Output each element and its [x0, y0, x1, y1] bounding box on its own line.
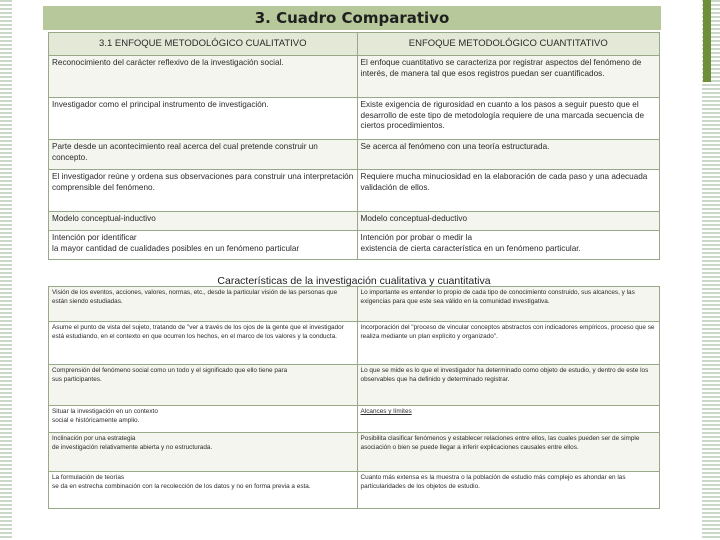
table-row — [49, 212, 660, 231]
cell-quantitative: Existe exigencia de rigurosidad en cuanto a los pasos a seguir puesto que el desarrollo de este tipo de metodología requiere de una marcada secuencia de ciertos procedimientos. — [357, 98, 659, 140]
cell-qualitative: Parte desde un acontecimiento real acerca del cual pretende construir un concepto. — [49, 140, 358, 170]
page-title: 3. Cuadro Comparativo — [43, 6, 661, 30]
cell-qualitative: Asume el punto de vista del sujeto, tratando de "ver a través de los ojos de la gente que el investigador está estudiando, en el contexto en que ocurren los hechos, en el marco de los valores y la conducta. — [49, 322, 358, 365]
cell-quantitative: Se acerca al fenómeno con una teoría estructurada. — [357, 140, 659, 170]
table-row — [49, 170, 660, 212]
left-decorative-stripes — [0, 0, 12, 540]
table-row — [49, 472, 660, 509]
cell-qualitative: Intención por identificar la mayor cantidad de cualidades posibles en un fenómeno particular — [49, 231, 358, 260]
cell-quantitative: Requiere mucha minuciosidad en la elaboración de cada paso y una adecuada validación de ellos. — [357, 170, 659, 212]
table-row — [49, 140, 660, 170]
cell-qualitative: Inclinación por una estrategia de investigación relativamente abierta y no estructurada. — [49, 433, 358, 472]
table-row — [49, 406, 660, 433]
characteristics-table — [48, 286, 660, 509]
cell-quantitative: Posibilita clasificar fenómenos y establecer relaciones entre ellos, las cuales pueden ser de simple asociación o bien se puede llegar a inferir explicaciones causales entre ellos. — [357, 433, 659, 472]
table-row — [49, 98, 660, 140]
cell-quantitative: Alcances y límites — [357, 406, 659, 433]
cell-quantitative: Modelo conceptual-deductivo — [357, 212, 659, 231]
cell-qualitative: Comprensión del fenómeno social como un todo y el significado que ello tiene para sus participantes. — [49, 365, 358, 406]
cell-qualitative: Investigador como el principal instrumento de investigación. — [49, 98, 358, 140]
table-row — [49, 322, 660, 365]
header-quantitative: ENFOQUE METODOLÓGICO CUANTITATIVO — [357, 33, 659, 56]
accent-bar — [703, 0, 711, 82]
table-row — [49, 433, 660, 472]
section-title: Características de la investigación cualitativa y cuantitativa — [217, 275, 491, 287]
table-row — [49, 287, 660, 322]
cell-quantitative: Cuanto más extensa es la muestra o la población de estudio más complejo es ahondar en las particularidades de los objetos de estudio. — [357, 472, 659, 509]
cell-qualitative: Reconocimiento del carácter reflexivo de la investigación social. — [49, 56, 358, 98]
header-qualitative: 3.1 ENFOQUE METODOLÓGICO CUALITATIVO — [49, 33, 358, 56]
cell-qualitative: Situar la investigación en un contexto social e históricamente amplio. — [49, 406, 358, 433]
table-row — [49, 56, 660, 98]
cell-qualitative: Modelo conceptual-inductivo — [49, 212, 358, 231]
cell-qualitative: Visión de los eventos, acciones, valores, normas, etc., desde la particular visión de las personas que están siendo estudiadas. — [49, 287, 358, 322]
cell-quantitative: El enfoque cuantitativo se caracteriza por registrar aspectos del fenómeno de interés, de manera tal que esos registros puedan ser cuantificados. — [357, 56, 659, 98]
table-row — [49, 231, 660, 260]
cell-qualitative: El investigador reúne y ordena sus observaciones para construir una interpretación comprensible del fenómeno. — [49, 170, 358, 212]
cell-quantitative: Incorporación del "proceso de vincular conceptos abstractos con indicadores empíricos, proceso que se realiza mediante un plan explícito y organizado". — [357, 322, 659, 365]
cell-qualitative: La formulación de teorías se da en estrecha combinación con la recolección de los datos y no en forma previa a esta. — [49, 472, 358, 509]
cell-quantitative: Lo importante es entender lo propio de cada tipo de conocimiento construido, sus alcances, y las exigencias para que este sea válido en la comunidad investigativa. — [357, 287, 659, 322]
comparison-table — [48, 32, 660, 260]
cell-quantitative: Intención por probar o medir la existencia de cierta característica en un fenómeno particular. — [357, 231, 659, 260]
cell-quantitative: Lo que se mide es lo que el investigador ha determinado como objeto de estudio, y dentro de este los observables que ha definido y determinado registrar. — [357, 365, 659, 406]
table-row — [49, 365, 660, 406]
